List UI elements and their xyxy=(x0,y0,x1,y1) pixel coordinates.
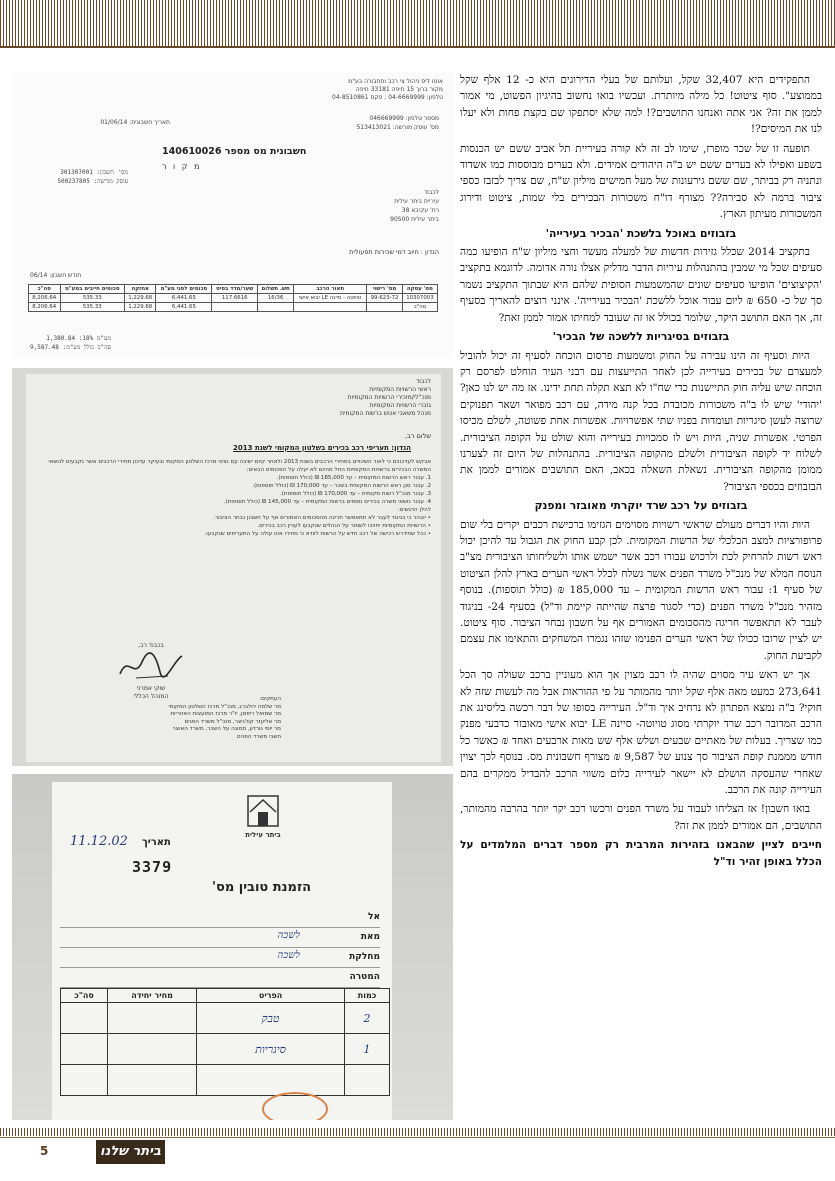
order-field-row: אל xyxy=(60,910,380,928)
article-column xyxy=(460,72,822,1122)
order-form xyxy=(52,782,392,1120)
invoice-title: חשבונית מס מספר 140610026 xyxy=(162,146,307,157)
letter-recipients: לכבוד ראשי הרשויות המקומיות מנכ"לי/מזכירי הרשויות המקומיות גזברי הרשויות המקומיות מנהל משאבי אנוש ברשות המקומית xyxy=(340,378,431,417)
section-heading: בזבוזים בסיגריות ללשכה של הבכיר' xyxy=(552,330,730,344)
order-form-scan xyxy=(12,774,453,1120)
svg-text:ביתר עילית: ביתר עילית xyxy=(245,831,281,839)
section-heading: בזבוזים באוכל בלשכת 'הבכיר בעירייה' xyxy=(545,226,737,240)
table-row xyxy=(61,1065,390,1096)
table-row: 2 טבק xyxy=(61,1003,390,1034)
closing-statement: חייבים לציין שהבאנו בזהירות המרבית רק מספר דברים המלמדים על הכלל באופן זהיר וד"ל xyxy=(460,839,822,868)
order-fields xyxy=(60,910,380,990)
order-field-row: מאת לשכה xyxy=(60,930,380,948)
letter-greeting: שלום רב, xyxy=(405,432,431,440)
handwritten-signature xyxy=(116,650,186,682)
table-row: 1 סיגריות xyxy=(61,1034,390,1065)
footer-divider xyxy=(0,1137,835,1138)
ministry-letter-scan xyxy=(12,368,453,766)
table-row: סה"כ 6,441.65 1,229.68 535.33 8,206.64 xyxy=(29,303,438,312)
invoice-month: חודש חשבון: 06/14 xyxy=(30,272,82,279)
order-table: כמות הפריט מחיר יחידה סה"כ 2 טבק 1 סיגריות xyxy=(60,988,390,1096)
article-paragraph: התפקידים היא 32,407 שקל, ועלותם של בעלי הדירוגים היא כ- 12 אלף שקל בממוצע". סוף ציטוט! כל מילה מיותרת. ועכשיו בואו נחשוב בהיגיון הפשוט, מי אמור לממן את זה? אני אתה ואנחנו התושבים?! למה שלא יסתפקו שם בקצת פחות ולא יעלו לנו את המיסים?! xyxy=(460,74,822,136)
invoice-company-header: אוטו ליס ניהול צי רכב ותחבורה בע"מ מקור ברוך 15 חיפה 33181 חיפה טלפון: 04-6669999 ; פקס 04-8510861 xyxy=(332,78,443,101)
invoice-account-ids: מס' חשבון: 301307001 עוסק מורשה: 500237805 xyxy=(57,169,128,185)
table-row: 10307003 99-623-72 טויוטה - סיינה LE יבוא אישי 16/36 117.6616 6,441.65 1,229.68 535.33 8,206.64 xyxy=(29,294,438,303)
invoice-totals: מע"מ 18%: 1,380.84 סה"כ כולל מע"מ: 9,587.48 xyxy=(30,335,111,351)
article-paragraph: היות והיו דברים מעולם שראשי רשויות מסוימים הגזימו ברכישת רכבים יקרים בלי שום פרופורציות למצב הכלכלי של הרשות המקומית. לכן קבע החוק את הגבול עד להיכן יכול ראש רשות להרחיק לכת ולרכוש עבורו רכב אשר ישמש אותו ולשליחותו הציבורית מצ"ב הנוסח המלא של מנכ"ל משרד הפנים אשר נשלח לכלל ראשי הערים בארץ להלן הציטוט של סעיף 1: עבור ראש הרשות המקומית – עד 185,000 ₪ (כולל תוספות). בנוסף מזהיר מנכ"ל משרד הפנים (כדי לסגור פרצה שהייתה קיימת וד"ל) בסעיף 24- בניגוד לעבר לא תתאפשר חריגה מהסכומים האמורים אף על חשבון נבחר הציבור. סוף ציטוט. יש לציין שרובו ככולו של ראשי הערים הפנימו שזהו נגמרו המשחקים והתאימו את עצמם לקביעת החוק. xyxy=(460,518,822,662)
letter-subject: הנדון: תעריפי רכב בכירים בשלטון המקומי לשנת 2013 xyxy=(233,444,411,452)
magazine-logo: ביתר שלנו xyxy=(96,1140,165,1164)
letter-cc-list: העתקים: מר שלמה דולברג, מנכ"ל מרכז השלטון המקומי מר שמואל ריפמן, יו"ר מרכז המועצות האזוריות מר אליעזר קוז'ניצר, מנכ"ל משרד הפנים מר יוסי גורדון, ממונה על השכר, משרד האוצר חשבי משרד הפנים xyxy=(168,696,281,740)
municipality-emblem-icon xyxy=(228,790,298,840)
invoice-client-address: לכבוד עיריית ביתר עילית רח' עקיבא 38 ביתר עילית 90500 xyxy=(390,189,439,223)
invoice-meta: מספר טלפון: 046669999 מס' עוסק מורשה: 513413021 xyxy=(356,115,439,131)
top-decorative-band xyxy=(0,0,835,48)
highlight-circle xyxy=(262,1092,328,1120)
order-field-row: המטרה xyxy=(60,970,380,988)
date-label: תאריך xyxy=(142,837,171,848)
section-heading: בזבוזים על רכב שרד יוקרתי מאובזר ומפנק xyxy=(534,499,748,513)
invoice-scan xyxy=(12,72,453,358)
handwritten-date: 11.12.02 xyxy=(70,834,128,849)
order-field-row: מחלקת לשכה xyxy=(60,950,380,968)
invoice-date: תאריך חשבונית: 01/06/14 xyxy=(100,119,170,126)
order-title: הזמנת טובין מס' xyxy=(212,880,312,895)
bottom-decorative-band xyxy=(0,1128,835,1136)
article-paragraph: אך יש ראש עיר מסוים שהיה לו רכב מצוין אך הוא מעוניין ברכב שעולה סך הכל 273,641 כמעט מאה אלף שקל יותר מהמותר על פי ההוראות אבל מה לעשות שזה לא חוקי? ב"ה נמצא הפתרון לא נרחיב איך וד"ל. העירייה בסופו של דבר רכשה בליסינג את הרכב המדובר רכב שרד יוקרתי מסוג טויוטה- סיינה LE יבוא אישי מאובזר כדבעי מפנק כמו שצריך. בעלות של מאתיים שבעים ושלש אלף שש מאות ארבעים ואחד ₪ כאשר כל חודש מממנת קופת הציבור סך צנוע של 9,587 ₪ מצורף חשבונית מס. בנוסף לכך יצוין שאחרי שהעסקה הושלם לא יישאר לעירייה כלום משווי הרכב להבדיל ממקרים בהם העירייה קונה את הרכב. xyxy=(460,669,822,797)
letter-paper xyxy=(26,374,441,762)
invoice-copy-label: מ ק ו ר xyxy=(162,162,202,171)
invoice-subject: הנדון : חיוב דמי שכירות תפעולית xyxy=(349,248,439,256)
invoice-table: מס' עסקה מס' רישוי תאור הרכב תש. תשלום שער/מדד בסיס סכומים לפני מע"מ אחזקה סכומים חייבים במע"מ סה"כ 10307003 99-623-72 טויוטה - סיינה LE יבוא אישי 16/36 117.6616 6,441.65 1,229.68 535.33 8,206.64 סה"כ 6,441.65 1,229.68 535.33 8,206.64 xyxy=(28,284,438,312)
article-paragraph: תופעה זו של שכר מופרז, שימו לב זה לא קורה בעיריית תל אביב ששם יש הכנסות בשפע ואפילו לא בערים ששם יש ב"ה היהודים אמידים. ולא בערים מבוססות כמו אשדוד ונתניה רק בביתר, שם ששם גירעונות של מעל חמישים מיליון ש"ח, שם צריך לבזבז כספי ציבור ברמה לא סבירה?? מצורף דו"ח משכורות הבכירים בלי שמות, ציטוט ודירוג המשכורות מעיתון הארץ. xyxy=(460,142,822,221)
order-number: 3379 xyxy=(132,858,173,876)
page-number: 5 xyxy=(40,1144,49,1158)
article-paragraph: בתקציב 2014 שכלל גזירות חדשות של למעלה מעשר וחצי מיליון ש"ח הופיעו כמה סעיפים שכל מי שמבין בהתנהלות עיריות הדבר מדליק אצלו נורה אדומה. לדוגמא בתקציב 'הקיצוצים' הופיעו סעיפים שונים שהמשמעות הסופית שלהם היא שבתוך התקציב נשמר סך של כ- 650 ₪ ליום עבור אוכל ללשכת 'הבכיר בעירייה'. אינני רוצים להאריך בסעיף זה, אך האם התושב היקר, שלומד בכולל או זה שעובד למחיתו אמור לממן זאת? xyxy=(460,246,822,324)
article-paragraph: בואו חשבון! אז הצליחו לעבוד על משרד הפנים ורכשו רכב יקר יותר בהרבה מהמותר, התושבים, הם אמורים לממן את זה? xyxy=(460,803,822,832)
letter-signature: בכבוד רב, שוקי אמרני המנהל הכללי xyxy=(116,642,186,701)
article-paragraph: היות וסעיף זה הינו עבירה על החוק ומשמעות פרסום הוכחה לסעיף זה יכול להוביל למעצרם של בכירים בעירייה לכן לאחר התייעצות עם רבני העיר הוחלט לפרסם רק הוכחה שיש עליה חוק התיישנות כדי שח"ו לא תצא תקלה תחת ידינו. אז מה יש לנו כאן? 'יהודי' שיש לו ב"ה משכורות מכובדת בכל קנה מידה, עם רכב מפואר ושאר תפנוקים שרוצה לעשן סיגריות ועומדות בפניו שתי אפשרויות. אפשרות אחת פשוטה, לשלם מכיסו הפרטי. אפשרות שניה, היות ויש לו סמכויות בעירייה והוא שולט על הקופה הציבורית. לשלוח יד לקופה הציבורית ולשלם מהקופה הציבורית. בהתנהלות של היום זה לצערנו ממומן מהקופה הציבורית. נשאלת השאלה בכאב, האם התושבים אמורים לממן את הבזבוזים בכספי הציבור? xyxy=(460,349,822,493)
letter-body: אבקש לעדכנכם כי לאור השינויים במחירי הרכבים בשנת 2013 ולאחר קיום ישיבה עם נציגי מרכז השלטון המקומי ובעיקר עדכון מחירי הרכבים אשר נקבעים לנושאי המשרה הבכירים ברשויות המקומיות החל מהיום לא יעלה על הסכומים הבאים: 1. עבור ראש הרשות המקומית – עד 185,000 ₪ (כולל תוספות). 2. עבור סגן ראש הרשות המקומית בשכר – עד 170,000 ₪ (כולל תוספות). 3. עבור מנכ"ל רשות מקומית – עד 170,000 ₪ (כולל תוספות). 4. עבור נושאי משרה בכירים נוספים ברשות המקומית – עד 145,000 ₪ (כולל תוספות). להלן הדגשים: • יובהר כי בניגוד לעבר לא תתאפשר חריגה מהסכומים האמורים אף על חשבון נבחר הציבור. • הרשויות המקומיות יחויבו לשמור על הנהלים שנקבעו לעניין רכב בכירים. • ככל שתידרש רכישה של רכב חדש על הרשות לוודא כי מחירו אינו עולה על התעריפים שנקבעו. xyxy=(48,459,431,537)
